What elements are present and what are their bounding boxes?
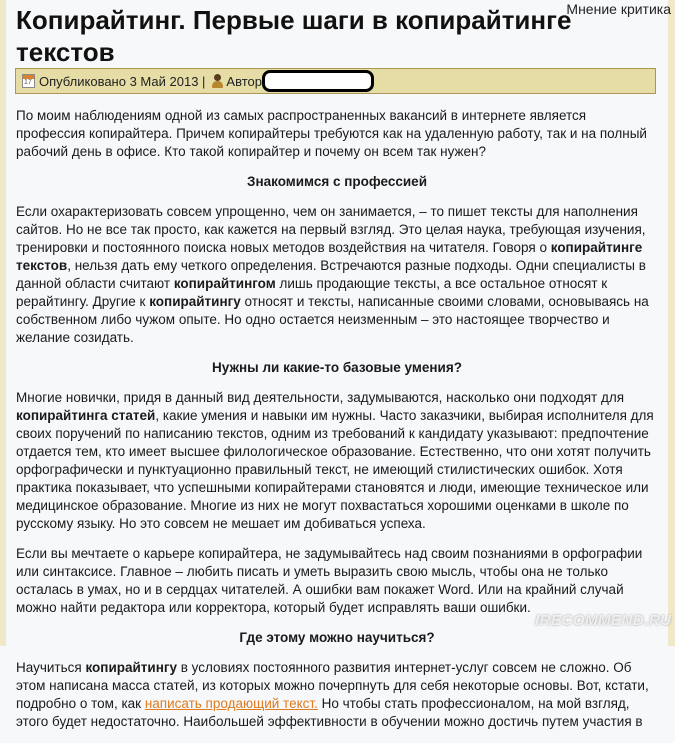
section-heading: Нужны ли какие-то базовые умения? bbox=[212, 360, 462, 375]
calendar-icon bbox=[22, 74, 35, 88]
text: Если охарактеризовать совсем упрощенно, чем он занимается, – то пишет тексты для наполнения сайтов. Но не все так просто, как кажется на первый взгляд. Это целая наука, требующая изучения, тренировки и постоянного поиска новых методов воздействия на читателя. Говоря о bbox=[16, 204, 646, 255]
text: Многие новички, придя в данный вид деятельности, задумываются, насколько они подходят для bbox=[16, 390, 625, 405]
selling-text-link[interactable]: написать продающий текст. bbox=[144, 696, 318, 711]
redacted-author-name bbox=[262, 70, 374, 92]
text: в условиях постоянного развития интернет-услуг совсем не сложно. Об этом написана масса статей, из которых можно почерпнуть для себя некоторые основы. Вот, кстати, подробно о том, как bbox=[16, 660, 649, 711]
text: относят и тексты, написанные своими словами, основываясь на собственном либо чужом опыте. Но одно остается неизменным – это настоящее творчество и желание созидать. bbox=[16, 294, 649, 345]
left-border-strip bbox=[0, 0, 6, 646]
article-body bbox=[16, 107, 658, 743]
keyword: копирайтингом bbox=[173, 276, 276, 291]
critic-opinion-label: Мнение критика bbox=[566, 1, 671, 17]
keyword: копирайтингу bbox=[149, 294, 241, 309]
paragraph-skills bbox=[16, 389, 658, 533]
paragraph-intro: По моим наблюдениям одной из самых распространенных вакансий в интернете является профессия копирайтера. Причем копирайтеры требуются как на удаленную работу, так и на полный рабочий день в офисе. Кто такой копирайтер и почему он всем так нужен? bbox=[16, 108, 647, 159]
calendar-day: 17 bbox=[24, 79, 32, 86]
section-heading: Где этому можно научиться? bbox=[239, 630, 435, 645]
published-date: Опубликовано 3 Май 2013 | bbox=[39, 73, 206, 89]
author-label: Автор bbox=[226, 73, 262, 89]
section-heading: Знакомимся с профессией bbox=[247, 174, 427, 189]
paragraph-learning bbox=[16, 659, 658, 731]
page-title: Копирайтинг. Первые шаги в копирайтинге текстов bbox=[16, 5, 572, 67]
keyword: копирайтинге текстов bbox=[16, 240, 643, 273]
user-icon bbox=[211, 74, 224, 88]
watermark: IRECOMMEND.RU bbox=[535, 612, 672, 629]
paragraph-profession bbox=[16, 203, 658, 347]
text: Научиться bbox=[16, 660, 86, 675]
text: , какие умения и навыки им нужны. Часто заказчики, выбирая исполнителя для своих поручений по написанию текстов, одним из требований к кандидату указывают: предпочтение отдается тем, кто имеет высшее филологическое образование. Естественно, что они хотят получить орфографически и пунктуационно правильный текст, не имеющий стилистических ошибок. Хотя практика показывает, что успешными копирайтерами становятся и люди, имеющие техническое или медицинское образование. Многие из них не могут похвастаться хорошими оценками в школе по русскому языку. Но это совсем не мешает им добиваться успеха. bbox=[16, 408, 654, 531]
text: , нельзя дать ему четкого определения. Встречаются разные подходы. Одни специалисты в данной области считают bbox=[16, 258, 646, 291]
paragraph-career: Если вы мечтаете о карьере копирайтера, не задумывайтесь над своим познаниями в орфографии или синтаксисе. Главное – любить писать и уметь выразить свою мысль, чтобы она не только осталась в умах, но и в сердцах читателей. А ошибки вам покажет Word. Или на крайний случай можно найти редактора или корректора, который будет исправлять ваши ошибки. bbox=[16, 546, 643, 615]
right-border-strip bbox=[668, 0, 675, 646]
text: Но чтобы стать профессионалом, на мой взгляд, этого будет недостаточно. Наибольшей эффективности в обучении можно достичь путем участия в bbox=[16, 696, 643, 729]
text: лишь продающие тексты, а все остальное относят к рерайтингу. Другие к bbox=[16, 276, 608, 309]
keyword: копирайтингу bbox=[85, 660, 177, 675]
keyword: копирайтинга статей bbox=[16, 408, 156, 423]
post-meta-bar bbox=[15, 68, 656, 94]
